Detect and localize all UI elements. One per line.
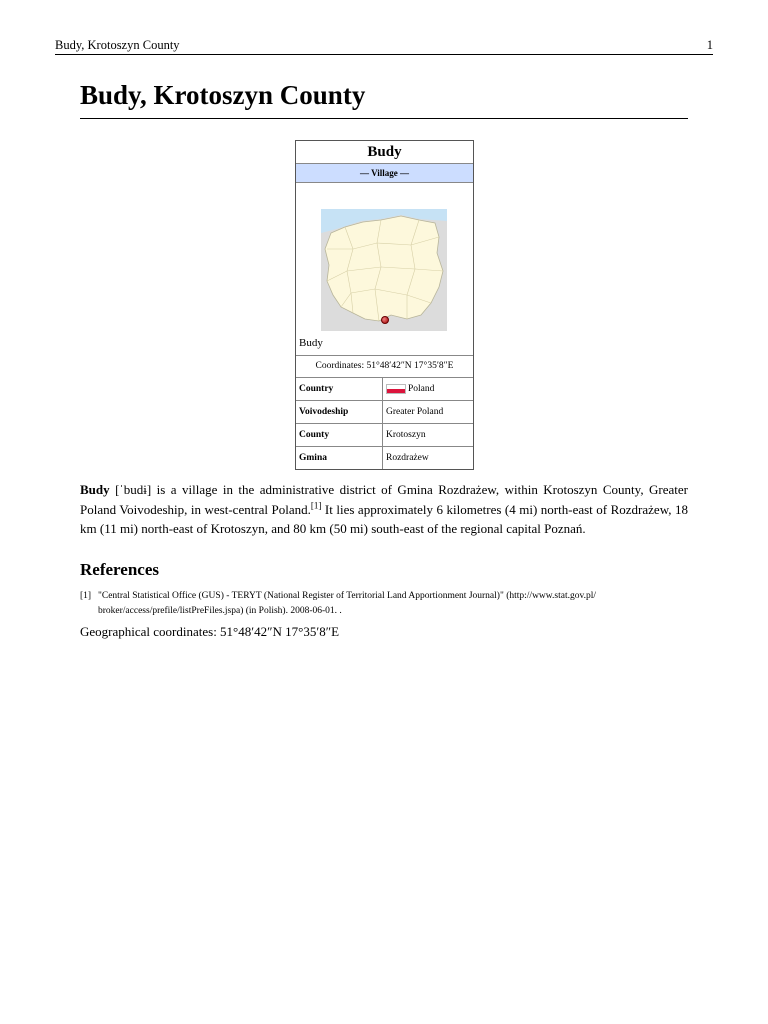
infobox-row (296, 424, 473, 447)
references-list (80, 589, 688, 619)
infobox-title: Budy (367, 144, 402, 160)
references-heading: References (80, 560, 159, 579)
row-value-gmina[interactable]: Rozdrażew (383, 447, 474, 470)
row-label-voivodeship: Voivodeship (296, 401, 383, 424)
reference-item-continued (80, 604, 688, 619)
infobox-row (296, 401, 473, 424)
paragraph-text-1: is a village in the administrative district of Gmina Rozdrażew, within Krotoszyn County, Greater Poland Voivodeship, in west-central Poland. (80, 482, 688, 517)
poland-flag-icon (386, 384, 406, 394)
article-title: Budy, Krotoszyn County (80, 78, 688, 119)
row-value-county[interactable]: Krotoszyn (383, 424, 474, 447)
running-title: Budy, Krotoszyn County (55, 38, 180, 52)
infobox-row (296, 378, 473, 401)
row-value-voivodeship[interactable]: Greater Poland (383, 401, 474, 424)
infobox-coordinates[interactable]: Coordinates: 51°48′42″N 17°35′8″E (296, 355, 473, 377)
reference-line-1[interactable]: "Central Statistical Office (GUS) - TERYT (National Register of Territorial Land Apportionment Journal)" (http://www.stat.gov.pl/ (98, 591, 597, 601)
location-map[interactable] (296, 183, 473, 333)
pronunciation[interactable]: [ˈbudɨ] (115, 482, 152, 497)
poland-map-icon (321, 209, 447, 331)
country-value[interactable]: Poland (408, 384, 435, 395)
row-value-country (383, 378, 474, 401)
running-header (55, 36, 713, 55)
infobox-subtitle: — Village — (296, 163, 473, 183)
citation-link[interactable]: [1] (310, 500, 322, 511)
paragraph-text-2: It lies approximately 6 kilometres (4 mi) north-east of Rozdrażew, 18 km (11 mi) north-east of Krotoszyn, and 80 km (50 mi) south-east of the regional capital Poznań. (80, 501, 689, 536)
row-label-country: Country (296, 378, 383, 401)
geographical-coordinates[interactable]: Geographical coordinates: 51°48′42″N 17°35′8″E (80, 624, 340, 639)
infobox-table (296, 377, 473, 469)
infobox-row (296, 447, 473, 470)
article-paragraph (80, 480, 688, 539)
reference-item (80, 589, 688, 604)
lead-term: Budy (80, 482, 110, 497)
map-caption: Budy (299, 337, 323, 349)
row-label-gmina: Gmina (296, 447, 383, 470)
row-label-county: County (296, 424, 383, 447)
infobox (295, 140, 474, 470)
location-marker-icon (381, 316, 389, 324)
reference-number: [1] (80, 591, 92, 601)
reference-line-2[interactable]: broker/access/prefile/listPreFiles.jspa) (in Polish). 2008-06-01. . (98, 606, 342, 616)
page-number: 1 (706, 38, 713, 52)
